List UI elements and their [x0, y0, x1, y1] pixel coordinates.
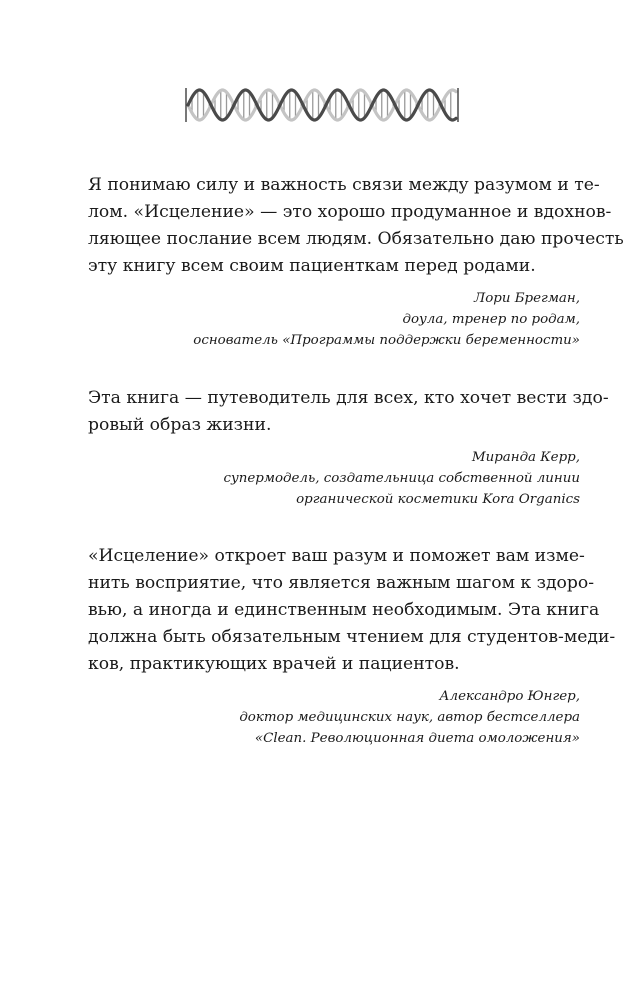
- author-title: «Clean. Революционная диета омоложения»: [254, 731, 580, 746]
- dna-helix-icon: [184, 84, 460, 126]
- testimonial-attribution: [88, 447, 580, 510]
- author-name: Лори Брегман,: [474, 291, 580, 306]
- testimonial-quote: [88, 543, 616, 678]
- quote-line: «Исцеление» откроет ваш разум и поможет вам изме-: [88, 546, 585, 566]
- quote-line: Я понимаю силу и важность связи между разумом и те-: [88, 175, 600, 195]
- testimonial-kerr: [88, 385, 609, 510]
- quote-line: должна быть обязательным чтением для студентов-меди-: [88, 627, 616, 647]
- quote-line: Эта книга — путеводитель для всех, кто хочет вести здо-: [88, 388, 609, 408]
- author-title: доула, тренер по родам,: [402, 312, 580, 327]
- quote-line: эту книгу всем своим пациенткам перед родами.: [88, 256, 536, 276]
- testimonial-junger: [88, 543, 616, 749]
- quote-line: лом. «Исцеление» — это хорошо продуманное и вдохнов-: [88, 202, 612, 222]
- quote-line: нить восприятие, что является важным шагом к здоро-: [88, 573, 595, 593]
- quote-line: ляющее послание всем людям. Обязательно даю прочесть: [88, 229, 624, 249]
- author-title: органической косметики Kora Organics: [296, 492, 580, 507]
- author-name: Александро Юнгер,: [439, 689, 580, 704]
- testimonial-quote: [88, 385, 609, 439]
- author-name: Миранда Керр,: [471, 450, 580, 465]
- quote-line: вью, а иногда и единственным необходимым. Эта книга: [88, 600, 600, 620]
- testimonial-quote: [88, 172, 624, 280]
- testimonial-attribution: [88, 288, 580, 351]
- quote-line: ровый образ жизни.: [88, 415, 272, 435]
- author-title: основатель «Программы поддержки беременности»: [193, 333, 580, 348]
- testimonial-bregman: [88, 172, 624, 351]
- testimonial-attribution: [88, 686, 580, 749]
- author-title: доктор медицинских наук, автор бестселлера: [239, 710, 580, 725]
- author-title: супермодель, создательница собственной линии: [223, 471, 580, 486]
- quote-line: ков, практикующих врачей и пациентов.: [88, 654, 460, 674]
